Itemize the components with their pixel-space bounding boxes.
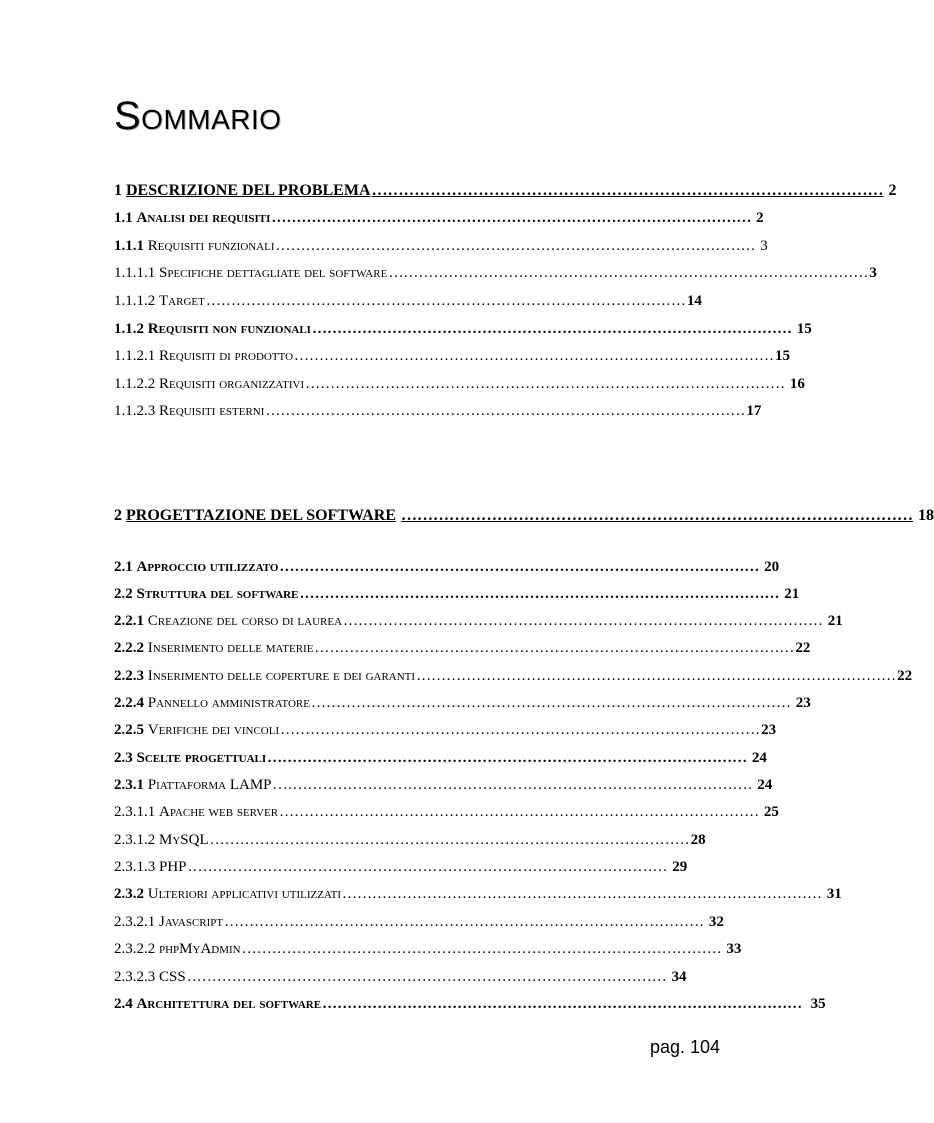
toc-number: 2.2.1	[114, 613, 144, 629]
toc-page: 17	[746, 403, 762, 419]
toc-entry[interactable]	[114, 914, 724, 934]
toc-page: 3	[869, 265, 877, 281]
toc-title: Pannello amministratore	[147, 695, 310, 711]
toc-title: Scelte progettuali	[136, 750, 267, 766]
toc-entry[interactable]	[114, 586, 800, 606]
toc-leader: ……………………………………………………………………………………	[187, 859, 668, 875]
toc-leader: ……………………………………………………………………………………	[310, 695, 791, 711]
toc-leader: ……………………………………………………………………………………	[272, 777, 753, 793]
toc-page: 3	[760, 238, 768, 254]
toc-leader: ……………………………………………………………………………………	[371, 182, 884, 199]
toc-entry[interactable]	[114, 182, 897, 202]
toc-entry[interactable]	[114, 777, 773, 797]
toc-title: MySQL	[159, 832, 209, 848]
toc-entry[interactable]	[114, 507, 934, 527]
toc-entry[interactable]	[114, 403, 762, 423]
toc-page: 14	[686, 293, 702, 309]
toc-page: 15	[775, 348, 791, 364]
toc-page: 22	[897, 668, 913, 684]
toc-title: Analisi dei requisiti	[136, 210, 271, 226]
toc-title: Inserimento delle materie	[147, 640, 314, 656]
toc-leader: ……………………………………………………………………………………	[241, 941, 722, 957]
toc-entry[interactable]	[114, 886, 842, 906]
toc-page: 24	[751, 750, 767, 766]
toc-number: 1.1.2.3	[114, 403, 156, 419]
toc-number: 2.3.1.2	[114, 832, 156, 848]
toc-title: Javascript	[159, 914, 224, 930]
toc-page: 2	[888, 182, 897, 199]
toc-page: 18	[917, 507, 934, 524]
toc-title: Requisiti esterni	[159, 403, 265, 419]
toc-number: 2.2.3	[114, 668, 144, 684]
toc-page: 35	[810, 996, 826, 1012]
toc-entry[interactable]	[114, 238, 768, 258]
toc-leader: ……………………………………………………………………………………	[299, 586, 780, 602]
toc-entry[interactable]	[114, 265, 877, 285]
toc-page: 16	[789, 376, 805, 392]
toc-number: 1	[114, 182, 122, 199]
toc-entry[interactable]	[114, 859, 688, 879]
toc-title: Struttura del software	[136, 586, 299, 602]
toc-title: Specifiche dettagliate del software	[159, 265, 388, 281]
toc-number: 2.2.5	[114, 722, 144, 738]
toc-title: Creazione del corso di laurea	[147, 613, 343, 629]
toc-leader: ……………………………………………………………………………………	[186, 969, 667, 985]
toc-leader: ……………………………………………………………………………………	[343, 613, 824, 629]
toc-page: 25	[763, 804, 779, 820]
toc-number: 2.3.2.3	[114, 969, 156, 985]
toc-entry[interactable]	[114, 640, 811, 660]
toc-title: CSS	[159, 969, 186, 985]
toc-number: 1.1.2.1	[114, 348, 156, 364]
toc-leader: ……………………………………………………………………………………	[305, 376, 786, 392]
toc-entry[interactable]	[114, 668, 913, 688]
toc-title: phpMyAdmin	[159, 941, 241, 957]
toc-entry[interactable]	[114, 969, 687, 989]
toc-number: 2.3.2	[114, 886, 144, 902]
toc-title: Apache web server	[159, 804, 279, 820]
toc-title: Target	[159, 293, 205, 309]
toc-entry[interactable]	[114, 293, 702, 313]
toc-page: 24	[757, 777, 773, 793]
toc-page: 21	[827, 613, 843, 629]
toc-title: Approccio utilizzato	[136, 559, 279, 575]
toc-entry[interactable]	[114, 321, 812, 341]
toc-page: 31	[826, 886, 842, 902]
toc-leader: ……………………………………………………………………………………	[275, 238, 756, 254]
toc-leader: ……………………………………………………………………………………	[416, 668, 897, 684]
toc-entry[interactable]	[114, 750, 767, 770]
toc-leader: ……………………………………………………………………………………	[388, 265, 869, 281]
toc-leader: ……………………………………………………………………………………	[271, 210, 752, 226]
toc-leader: ……………………………………………………………………………………	[342, 886, 823, 902]
toc-title: DESCRIZIONE DEL PROBLEMA	[126, 182, 371, 199]
toc-entry[interactable]	[114, 613, 843, 633]
toc-number: 1.1.1.2	[114, 293, 156, 309]
toc-number: 2.3.2.2	[114, 941, 156, 957]
toc-page: 23	[795, 695, 811, 711]
toc-page: 20	[764, 559, 780, 575]
toc-page: 34	[671, 969, 687, 985]
toc-number: 2.2.2	[114, 640, 144, 656]
toc-title: Requisiti di prodotto	[159, 348, 294, 364]
toc-entry[interactable]	[114, 996, 826, 1016]
toc-entry[interactable]	[114, 348, 791, 368]
toc-entry[interactable]	[114, 941, 742, 961]
toc-entry[interactable]	[114, 722, 777, 742]
toc-page: 32	[708, 914, 724, 930]
toc-title: Requisiti non funzionali	[147, 321, 311, 337]
toc-number: 2.3.1	[114, 777, 144, 793]
toc-number: 1.1.1.1	[114, 265, 156, 281]
toc-number: 1.1	[114, 210, 133, 226]
toc-title: Requisiti funzionali	[147, 238, 275, 254]
toc-title: Ulteriori applicativi utilizzati	[147, 886, 342, 902]
toc-leader: ……………………………………………………………………………………	[209, 832, 690, 848]
toc-page: 21	[784, 586, 800, 602]
toc-title: Architettura del software	[136, 996, 322, 1012]
toc-page: 22	[795, 640, 811, 656]
toc-leader: ……………………………………………………………………………………	[205, 293, 686, 309]
toc-number: 1.1.2	[114, 321, 144, 337]
page-title: Sommario	[114, 94, 282, 138]
toc-title: Requisiti organizzativi	[159, 376, 305, 392]
toc-page: 28	[690, 832, 706, 848]
toc-entry[interactable]	[114, 559, 780, 579]
toc-page: 2	[756, 210, 764, 226]
toc-number: 1.1.1	[114, 238, 144, 254]
toc-page: 33	[726, 941, 742, 957]
toc-entry[interactable]	[114, 804, 779, 824]
toc-title: Piattaforma LAMP	[147, 777, 272, 793]
toc-page: 15	[796, 321, 812, 337]
toc-leader: ……………………………………………………………………………………	[224, 914, 705, 930]
toc-leader: ……………………………………………………………………………………	[279, 559, 760, 575]
toc-leader: ……………………………………………………………………………………	[279, 804, 760, 820]
toc-title: PROGETTAZIONE DEL SOFTWARE	[126, 507, 396, 524]
toc-page: 23	[761, 722, 777, 738]
toc-entry[interactable]	[114, 376, 805, 396]
toc-leader: ……………………………………………………………………………………	[322, 996, 803, 1012]
toc-number: 1.1.2.2	[114, 376, 156, 392]
toc-page: 29	[672, 859, 688, 875]
toc-leader: ……………………………………………………………………………………	[294, 348, 775, 364]
toc-number: 2.3.1.3	[114, 859, 156, 875]
toc-number: 2.3.2.1	[114, 914, 156, 930]
page-number: pag. 104	[650, 1037, 721, 1057]
toc-leader: ……………………………………………………………………………………	[311, 321, 792, 337]
toc-number: 2.2.4	[114, 695, 144, 711]
toc-number: 2.3	[114, 750, 133, 766]
toc-entry[interactable]	[114, 695, 811, 715]
toc-title: Verifiche dei vincoli	[147, 722, 280, 738]
toc-number: 2.4	[114, 996, 133, 1012]
toc-leader: ……………………………………………………………………………………	[265, 403, 746, 419]
toc-number: 2.1	[114, 559, 133, 575]
toc-leader: ……………………………………………………………………………………	[400, 507, 913, 524]
toc-leader: ……………………………………………………………………………………	[314, 640, 795, 656]
toc-number: 2	[114, 507, 122, 524]
toc-entry[interactable]	[114, 210, 764, 230]
toc-leader: ……………………………………………………………………………………	[267, 750, 748, 766]
toc-title: Inserimento delle coperture e dei garanti	[147, 668, 416, 684]
toc-number: 2.2	[114, 586, 133, 602]
toc-leader: ……………………………………………………………………………………	[280, 722, 761, 738]
toc-number: 2.3.1.1	[114, 804, 156, 820]
toc-entry[interactable]	[114, 832, 706, 852]
toc-title: PHP	[159, 859, 187, 875]
